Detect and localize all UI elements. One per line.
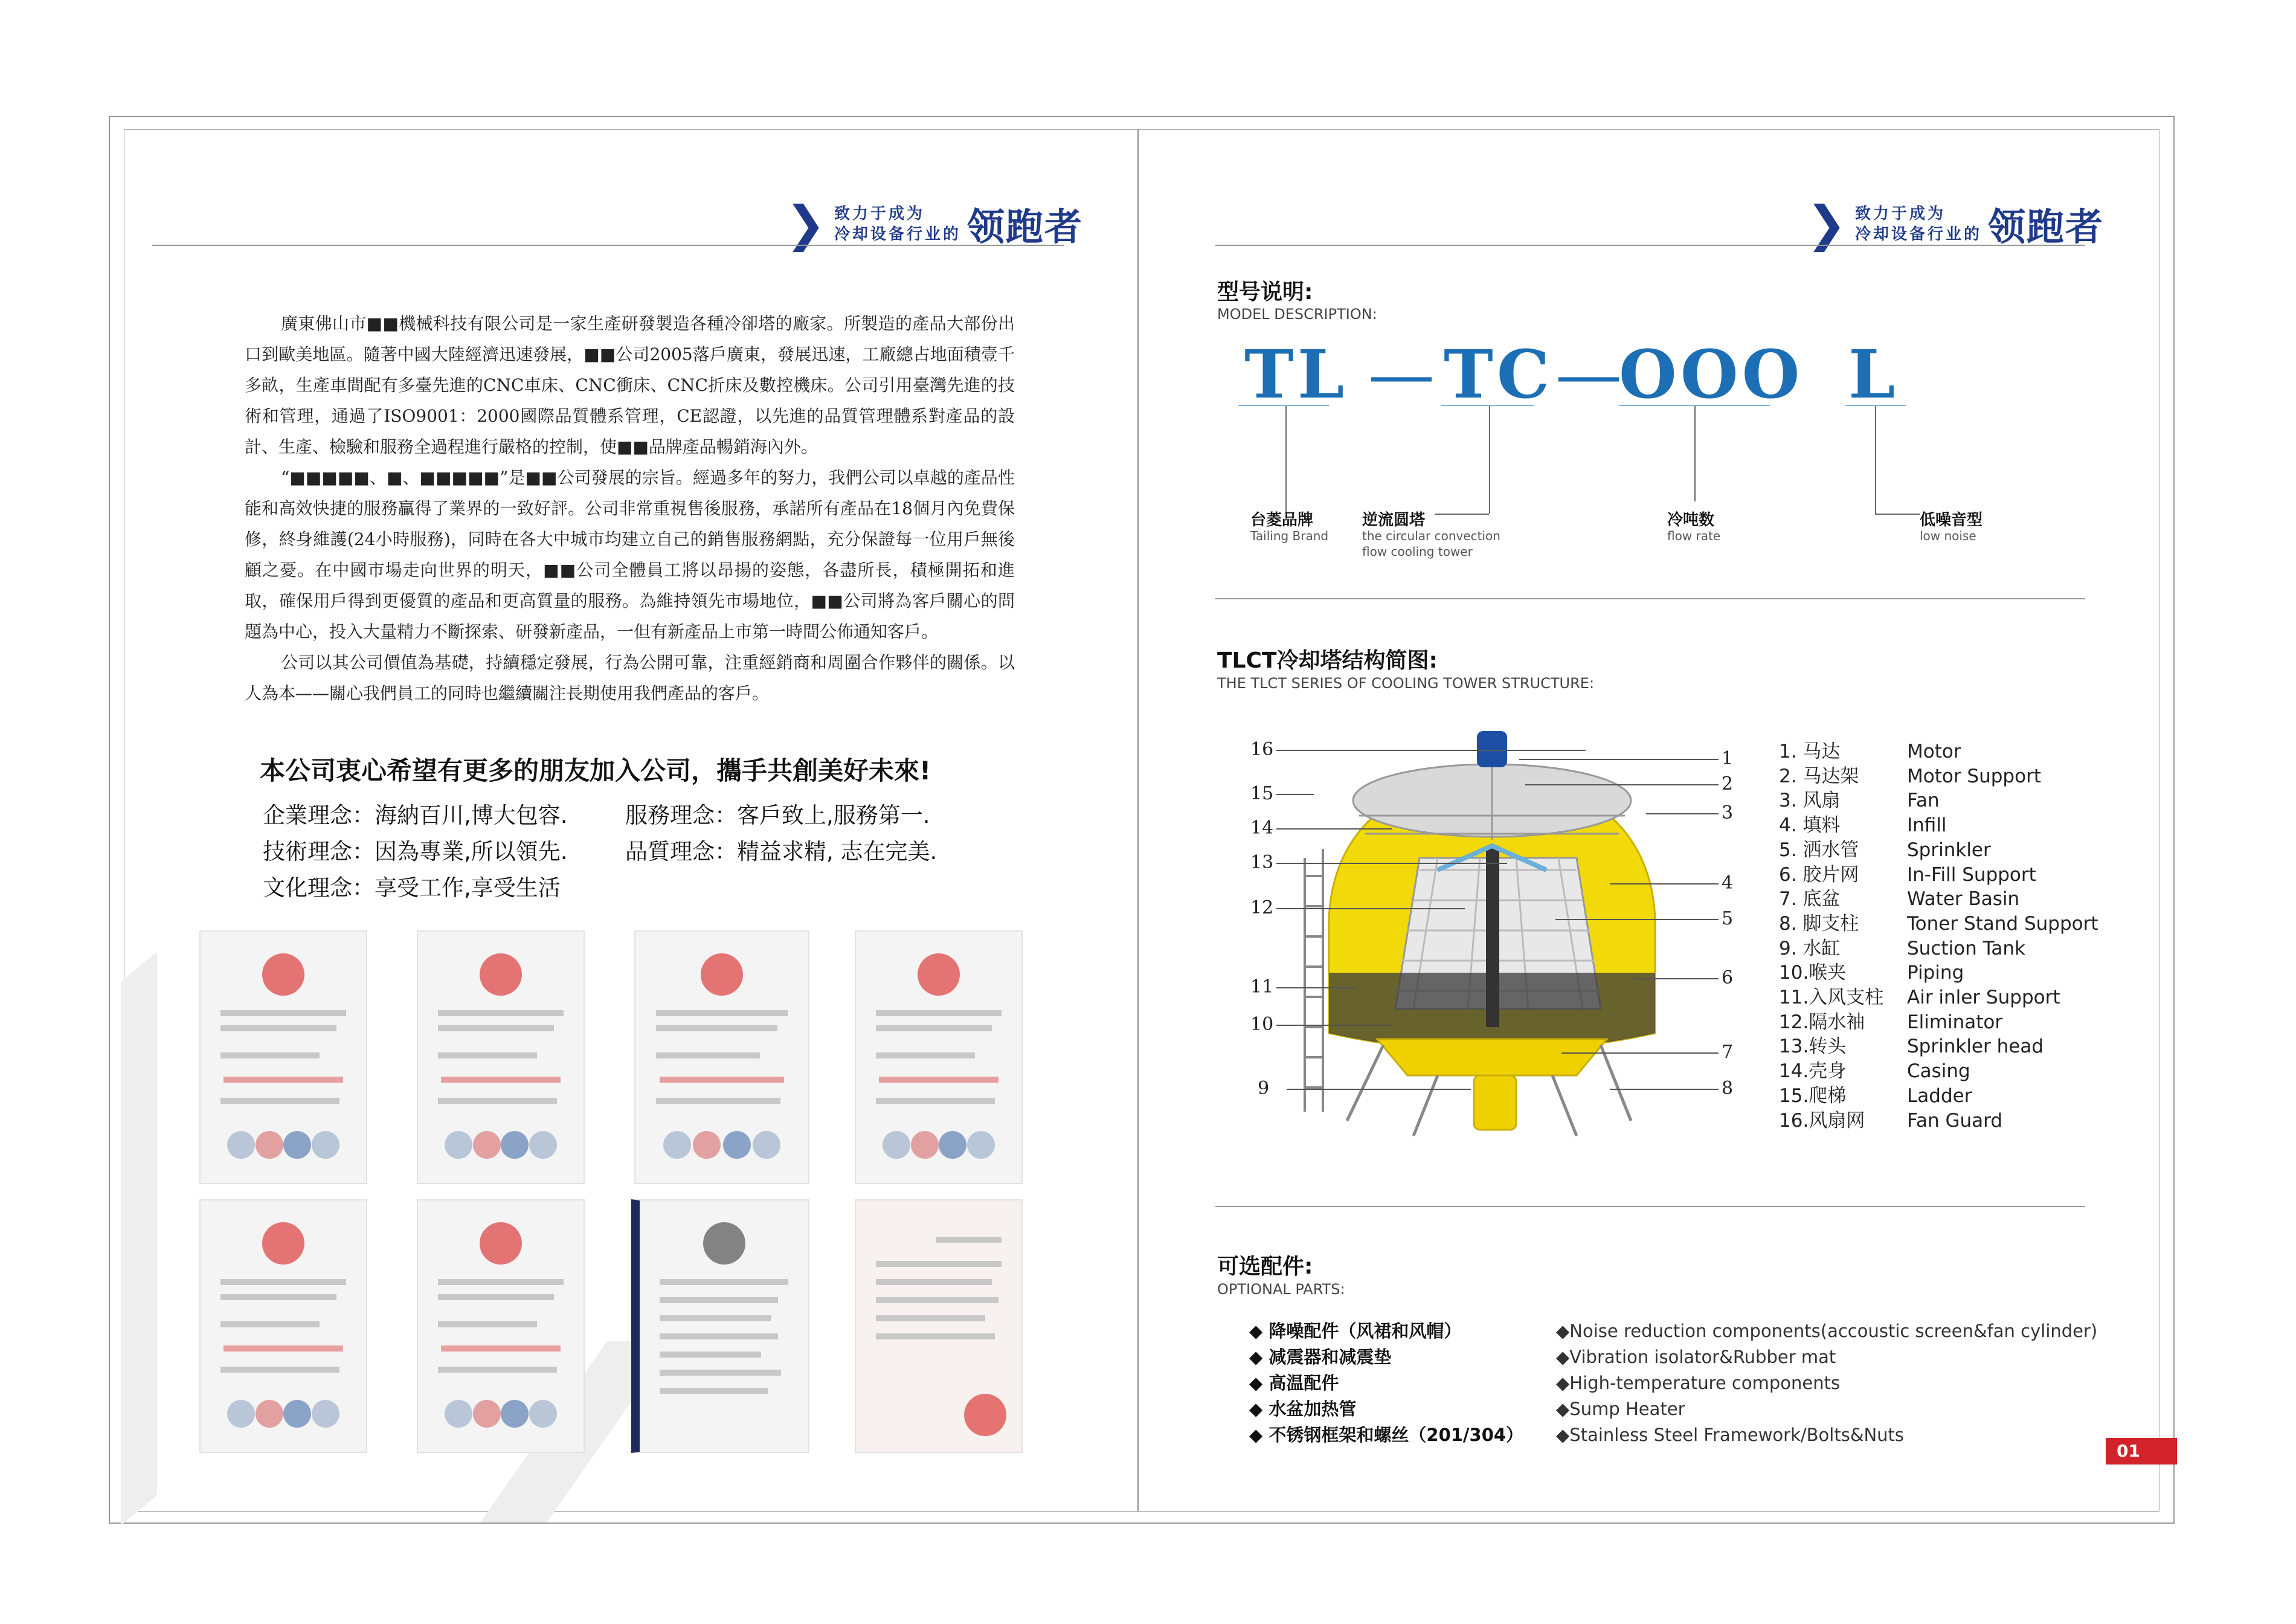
company-intro xyxy=(245,308,1015,709)
list-item: 8. 脚支柱 Toner Stand Support xyxy=(1779,912,2098,935)
page-number: 01 xyxy=(2106,1438,2177,1464)
section-divider xyxy=(1215,598,2085,599)
list-item: 3. 风扇 Fan xyxy=(1779,790,1940,812)
intro-paragraph-2: “■■■■■、■、■■■■■”是■■公司發展的宗旨。經過多年的努力，我們公司以卓越的產品性能和高效快捷的服務贏得了業界的一致好評。公司非常重視售後服務，承諾所有產品在18個月內免費保修，終身維護(24小時服務)，同時在各大中城市均建立自己的銷售服務網點，充分保證每一位用戶無後顧之憂。在中國市場走向世界的明天，■■公司全體員工將以昂揚的姿態，各盡所長，積極開拓和進取，確保用戶得到更優質的產品和更高質量的服務。為維持領先市場地位，■■公司將為客戶關心的問題為中心，投入大量精力不斷探索、研發新產品，一但有新產品上市第一時間公佈通知客戶。 xyxy=(245,468,1015,642)
model-underline xyxy=(1441,405,1534,406)
label-flow-cn: 冷吨数 xyxy=(1667,511,1715,529)
list-item: 10.喉夹 Piping xyxy=(1779,962,1964,984)
optional-subtitle: OPTIONAL PARTS: xyxy=(1217,1281,1345,1298)
optional-title: 可选配件: xyxy=(1217,1254,1313,1279)
list-item: 13.转头 Sprinkler head xyxy=(1779,1036,2044,1058)
slogan-small-1: 致力于成为 xyxy=(1855,204,1946,223)
certificate-image xyxy=(199,1199,367,1453)
structure-title: TLCT冷却塔结构简图: xyxy=(1217,648,1438,673)
callout-15: 15 xyxy=(1250,783,1274,804)
callout-13: 13 xyxy=(1250,852,1274,873)
model-code-l: L xyxy=(1848,335,1899,413)
label-brand-en: Tailing Brand xyxy=(1250,529,1329,543)
list-item: 7. 底盆 Water Basin xyxy=(1779,888,2020,910)
deco-stripe xyxy=(121,952,157,1526)
label-flow-en: flow rate xyxy=(1667,529,1721,543)
list-item: 12.隔水袖 Eliminator xyxy=(1779,1011,2003,1033)
label-tower-cn: 逆流圆塔 xyxy=(1362,511,1426,529)
idea-quality: 品質理念：精益求精, 志在完美. xyxy=(625,839,937,865)
model-code-tl: TL xyxy=(1244,335,1348,413)
structure-subtitle: THE TLCT SERIES OF COOLING TOWER STRUCTURE: xyxy=(1217,675,1595,692)
optional-list-cn xyxy=(1249,1318,1523,1448)
list-item: ◆Noise reduction components(accoustic screen&fan cylinder) xyxy=(1556,1321,2098,1341)
label-brand-cn: 台菱品牌 xyxy=(1250,511,1314,529)
chevron-right-icon: ❯ xyxy=(785,195,826,252)
callout-4: 4 xyxy=(1722,872,1734,894)
callout-6: 6 xyxy=(1722,967,1734,988)
leader-line xyxy=(1489,406,1490,514)
label-tower-en: the circular convection xyxy=(1362,529,1500,543)
callout-2: 2 xyxy=(1722,773,1734,794)
list-item: ◆Stainless Steel Framework/Bolts&Nuts xyxy=(1556,1425,1905,1445)
list-item: 6. 胶片网 In-Fill Support xyxy=(1779,863,2036,886)
callout-14: 14 xyxy=(1250,817,1274,839)
page-fold xyxy=(1137,129,1139,1512)
leader-line xyxy=(1875,406,1876,514)
certificate-image xyxy=(417,1199,585,1453)
intro-paragraph-1: 廣東佛山市■■機械科技有限公司是一家生產研發製造各種冷卻塔的廠家。所製造的產品大部份出口到歐美地區。隨著中國大陸經濟迅速發展，■■公司2005落戶廣東，發展迅速，工廠總占地面積壹千多畝，生產車間配有多臺先進的CNC車床、CNC衝床、CNC折床及數控機床。公司引用臺灣先進的技術和管理，通過了ISO9001：2000國際品質體系管理，CE認證，以先進的品質管理體系對產品的設計、生產、檢驗和服務全過程進行嚴格的控制，使■■品牌產品暢銷海內外。 xyxy=(245,314,1015,457)
slogan-small-1: 致力于成为 xyxy=(834,204,925,223)
model-title: 型号说明: xyxy=(1217,280,1313,304)
model-code-ooo: OOO xyxy=(1619,335,1804,413)
list-item: 1. 马达 Motor xyxy=(1779,741,1961,762)
callout-3: 3 xyxy=(1722,802,1734,823)
slogan-big: 领跑者 xyxy=(1988,205,2105,249)
list-item: 14.壳身 Casing xyxy=(1779,1060,1970,1083)
model-code-dash: — xyxy=(1368,335,1438,413)
right-header-rule xyxy=(1215,245,2085,246)
list-item: ◆High-temperature components xyxy=(1556,1373,1841,1393)
callout-9: 9 xyxy=(1258,1078,1270,1099)
model-code-tc: TC xyxy=(1444,335,1554,413)
idea-culture: 文化理念：享受工作,享受生活 xyxy=(263,875,561,901)
list-item: ◆ 减震器和减震垫 xyxy=(1249,1347,1392,1367)
list-item: 4. 填料 Infill xyxy=(1779,814,1947,837)
callout-10: 10 xyxy=(1250,1014,1274,1035)
certificate-image xyxy=(855,1199,1023,1453)
callout-leader-lines xyxy=(1272,743,1725,1094)
leader-line xyxy=(1435,514,1489,515)
list-item: ◆Vibration isolator&Rubber mat xyxy=(1556,1347,1836,1367)
list-item: ◆ 不锈钢框架和螺丝（201/304） xyxy=(1249,1425,1524,1445)
slogan-big: 领跑者 xyxy=(967,205,1084,249)
certificate-image xyxy=(417,930,585,1184)
left-slogan xyxy=(785,197,1083,251)
parts-list xyxy=(1779,740,2098,1133)
list-item: 5. 洒水管 Sprinkler xyxy=(1779,839,1991,861)
list-item: 16.风扇网 Fan Guard xyxy=(1779,1109,2003,1132)
list-item: ◆Sump Heater xyxy=(1556,1399,1685,1419)
list-item: 9. 水缸 Suction Tank xyxy=(1779,937,2026,959)
label-lownoise-cn: 低噪音型 xyxy=(1920,511,1983,529)
callout-7: 7 xyxy=(1722,1042,1734,1063)
company-headline: 本公司衷心希望有更多的朋友加入公司，攜手共創美好未來! xyxy=(260,756,931,785)
list-item: ◆ 降噪配件（风裙和风帽） xyxy=(1249,1321,1462,1341)
model-code-dash: — xyxy=(1555,335,1626,413)
callout-8: 8 xyxy=(1722,1078,1734,1099)
leader-line xyxy=(1694,406,1696,501)
slogan-small-2: 冷却设备行业的 xyxy=(834,225,962,243)
certificate-image xyxy=(631,1199,809,1453)
label-lownoise-en: low noise xyxy=(1920,529,1976,543)
list-item: ◆ 水盆加热管 xyxy=(1249,1399,1357,1419)
certificate-image xyxy=(634,930,809,1184)
right-slogan xyxy=(1806,197,2104,251)
optional-list-en xyxy=(1556,1318,2097,1448)
certificate-image xyxy=(855,930,1023,1184)
list-item: 15.爬梯 Ladder xyxy=(1779,1084,1972,1107)
leader-line xyxy=(1285,406,1287,514)
certificate-image xyxy=(199,930,367,1184)
idea-service: 服務理念：客戶致上,服務第一. xyxy=(625,802,930,828)
leader-line xyxy=(1875,514,1920,515)
callout-16: 16 xyxy=(1250,739,1274,760)
callout-11: 11 xyxy=(1250,976,1274,997)
slogan-small-2: 冷却设备行业的 xyxy=(1855,225,1982,243)
idea-technology: 技術理念：因為專業,所以領先. xyxy=(263,839,568,865)
model-underline xyxy=(1238,405,1329,406)
list-item: ◆ 高温配件 xyxy=(1249,1373,1339,1393)
callout-12: 12 xyxy=(1250,897,1274,918)
label-tower-en-2: flow cooling tower xyxy=(1362,544,1473,559)
company-ideas xyxy=(263,798,937,906)
callout-1: 1 xyxy=(1722,748,1734,769)
left-header-rule xyxy=(152,245,1064,246)
list-item: 2. 马达架 Motor Support xyxy=(1779,765,2041,787)
list-item: 11.入风支柱 Air inler Support xyxy=(1779,987,2060,1009)
idea-enterprise: 企業理念：海納百川,博大包容. xyxy=(263,802,568,828)
model-subtitle: MODEL DESCRIPTION: xyxy=(1217,306,1377,323)
section-divider xyxy=(1215,1206,2085,1207)
intro-paragraph-3: 公司以其公司價值為基礎，持續穩定發展，行為公開可靠，注重經銷商和周圍合作夥伴的關係。以人為本——關心我們員工的同時也繼續關注長期使用我們產品的客戶。 xyxy=(245,652,1015,703)
chevron-right-icon: ❯ xyxy=(1806,195,1847,252)
callout-5: 5 xyxy=(1722,908,1734,929)
